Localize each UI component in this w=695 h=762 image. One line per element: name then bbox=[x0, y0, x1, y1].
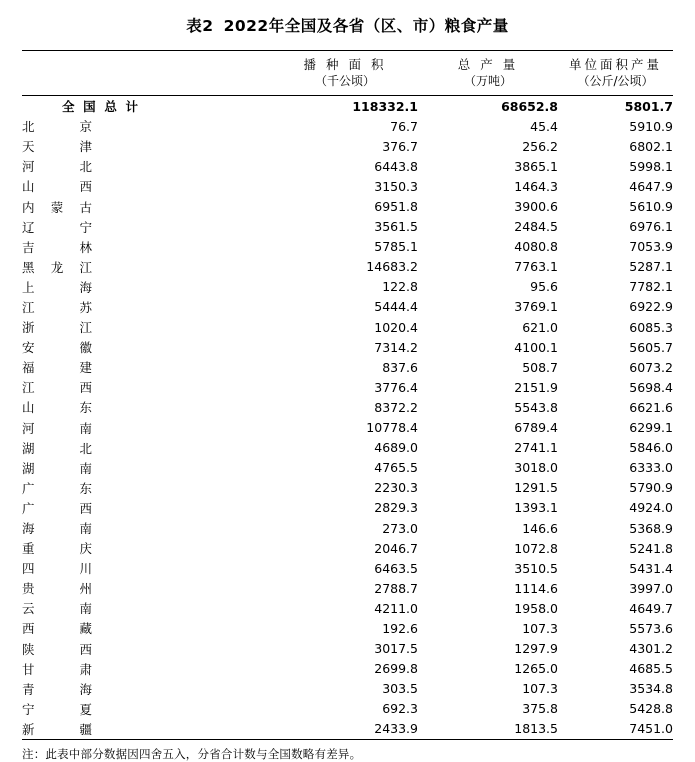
total-output-cell: 1072.8 bbox=[514, 540, 558, 556]
region-name: 重庆 bbox=[22, 541, 92, 557]
sown-area-cell: 2230.3 bbox=[374, 480, 418, 496]
header-cell-output bbox=[418, 51, 558, 96]
table-row bbox=[22, 156, 673, 176]
table-row bbox=[22, 418, 673, 438]
region-name: 江苏 bbox=[22, 299, 92, 315]
total-output-cell: 3865.1 bbox=[514, 158, 558, 174]
table-row bbox=[22, 639, 673, 659]
unit-yield-cell: 5241.8 bbox=[629, 540, 673, 556]
total-output-cell: 68652.8 bbox=[501, 98, 558, 114]
sown-area-cell: 273.0 bbox=[382, 520, 418, 536]
unit-yield-cell: 5431.4 bbox=[629, 560, 673, 576]
header-yield-line1: 单位面积产量 bbox=[568, 57, 662, 72]
total-output-cell: 1265.0 bbox=[514, 661, 558, 677]
region-name-cell bbox=[22, 639, 272, 659]
sown-area-cell: 2046.7 bbox=[374, 540, 418, 556]
sown-area-cell: 692.3 bbox=[382, 701, 418, 717]
region-name: 福建 bbox=[22, 360, 92, 376]
table-row bbox=[22, 397, 673, 417]
unit-yield-cell: 5287.1 bbox=[629, 259, 673, 275]
unit-yield-cell: 6976.1 bbox=[629, 219, 673, 235]
table-row bbox=[22, 578, 673, 598]
total-output-cell: 6789.4 bbox=[514, 420, 558, 436]
table-row bbox=[22, 257, 673, 277]
total-output-cell: 107.3 bbox=[522, 681, 558, 697]
sown-area-cell: 303.5 bbox=[382, 681, 418, 697]
unit-yield-cell: 5610.9 bbox=[629, 199, 673, 215]
sown-area-cell: 8372.2 bbox=[374, 399, 418, 415]
table-row bbox=[22, 598, 673, 618]
total-output-cell: 1297.9 bbox=[514, 641, 558, 657]
region-name: 吉林 bbox=[22, 239, 92, 255]
region-name: 内蒙古 bbox=[22, 199, 92, 215]
region-name-cell bbox=[22, 357, 272, 377]
sown-area-cell: 10778.4 bbox=[366, 420, 418, 436]
table-row bbox=[22, 498, 673, 518]
region-name-cell bbox=[22, 699, 272, 719]
table-row bbox=[22, 116, 673, 136]
table-row-total bbox=[22, 96, 673, 116]
header-cell-area bbox=[272, 51, 418, 96]
table-row bbox=[22, 277, 673, 297]
unit-yield-cell: 4924.0 bbox=[629, 500, 673, 516]
region-name: 湖南 bbox=[22, 460, 92, 476]
region-name: 黑龙江 bbox=[22, 259, 92, 275]
table-row bbox=[22, 217, 673, 237]
region-name: 甘肃 bbox=[22, 661, 92, 677]
total-output-cell: 508.7 bbox=[522, 359, 558, 375]
total-output-cell: 2151.9 bbox=[514, 379, 558, 395]
total-output-cell: 621.0 bbox=[522, 319, 558, 335]
sown-area-cell: 118332.1 bbox=[352, 98, 418, 114]
total-output-cell: 1291.5 bbox=[514, 480, 558, 496]
unit-yield-cell: 5998.1 bbox=[629, 158, 673, 174]
region-name-cell bbox=[22, 719, 272, 740]
region-name-cell bbox=[22, 679, 272, 699]
region-name-cell bbox=[22, 438, 272, 458]
sown-area-cell: 2699.8 bbox=[374, 661, 418, 677]
table-row bbox=[22, 357, 673, 377]
region-name-cell bbox=[22, 156, 272, 176]
table-row bbox=[22, 679, 673, 699]
unit-yield-cell: 4649.7 bbox=[629, 600, 673, 616]
sown-area-cell: 6951.8 bbox=[374, 199, 418, 215]
table-row bbox=[22, 659, 673, 679]
region-name: 全国总计 bbox=[62, 99, 138, 115]
table-row bbox=[22, 176, 673, 196]
sown-area-cell: 76.7 bbox=[390, 118, 418, 134]
total-output-cell: 3769.1 bbox=[514, 299, 558, 315]
table-row bbox=[22, 136, 673, 156]
total-output-cell: 4100.1 bbox=[514, 339, 558, 355]
total-output-cell: 375.8 bbox=[522, 701, 558, 717]
unit-yield-cell: 6922.9 bbox=[629, 299, 673, 315]
region-name-cell bbox=[22, 478, 272, 498]
region-name: 浙江 bbox=[22, 320, 92, 336]
table-row bbox=[22, 458, 673, 478]
region-name: 北京 bbox=[22, 119, 92, 135]
unit-yield-cell: 5790.9 bbox=[629, 480, 673, 496]
region-name: 河南 bbox=[22, 420, 92, 436]
region-name-cell bbox=[22, 618, 272, 638]
table-body bbox=[22, 51, 673, 97]
header-area-line2: （千公顷） bbox=[314, 74, 375, 88]
unit-yield-cell: 3534.8 bbox=[629, 681, 673, 697]
sown-area-cell: 2829.3 bbox=[374, 500, 418, 516]
table-row bbox=[22, 518, 673, 538]
region-name: 云南 bbox=[22, 601, 92, 617]
sown-area-cell: 376.7 bbox=[382, 138, 418, 154]
region-name-cell bbox=[22, 518, 272, 538]
region-name-cell bbox=[22, 337, 272, 357]
unit-yield-cell: 5573.6 bbox=[629, 620, 673, 636]
header-area-line1: 播 种 面 积 bbox=[303, 57, 387, 72]
header-output-line1: 总 产 量 bbox=[457, 57, 519, 72]
unit-yield-cell: 5698.4 bbox=[629, 379, 673, 395]
table-row bbox=[22, 538, 673, 558]
unit-yield-cell: 6802.1 bbox=[629, 138, 673, 154]
region-name-cell bbox=[22, 96, 272, 116]
table-note: 注：此表中部分数据因四舍五入，分省合计数与全国数略有差异。 bbox=[22, 747, 362, 761]
unit-yield-cell: 5846.0 bbox=[629, 440, 673, 456]
table-row bbox=[22, 297, 673, 317]
sown-area-cell: 5785.1 bbox=[374, 239, 418, 255]
unit-yield-cell: 4647.9 bbox=[629, 178, 673, 194]
region-name: 河北 bbox=[22, 159, 92, 175]
total-output-cell: 1114.6 bbox=[514, 580, 558, 596]
total-output-cell: 2484.5 bbox=[514, 219, 558, 235]
region-name: 青海 bbox=[22, 681, 92, 697]
total-output-cell: 256.2 bbox=[522, 138, 558, 154]
unit-yield-cell: 5428.8 bbox=[629, 701, 673, 717]
unit-yield-cell: 6073.2 bbox=[629, 359, 673, 375]
sown-area-cell: 3150.3 bbox=[374, 178, 418, 194]
sown-area-cell: 6443.8 bbox=[374, 158, 418, 174]
region-name: 西藏 bbox=[22, 621, 92, 637]
region-name: 安徽 bbox=[22, 340, 92, 356]
region-name-cell bbox=[22, 176, 272, 196]
unit-yield-cell: 5801.7 bbox=[624, 98, 673, 114]
total-output-cell: 1813.5 bbox=[514, 721, 558, 737]
region-name: 新疆 bbox=[22, 721, 92, 737]
unit-yield-cell: 7782.1 bbox=[629, 279, 673, 295]
region-name: 江西 bbox=[22, 380, 92, 396]
table-row bbox=[22, 317, 673, 337]
region-name: 广西 bbox=[22, 500, 92, 516]
region-name-cell bbox=[22, 558, 272, 578]
total-output-cell: 3510.5 bbox=[514, 560, 558, 576]
region-name-cell bbox=[22, 578, 272, 598]
region-name-cell bbox=[22, 598, 272, 618]
unit-yield-cell: 7053.9 bbox=[629, 239, 673, 255]
region-name: 海南 bbox=[22, 521, 92, 537]
region-name-cell bbox=[22, 418, 272, 438]
region-name-cell bbox=[22, 397, 272, 417]
sown-area-cell: 3017.5 bbox=[374, 641, 418, 657]
total-output-cell: 1393.1 bbox=[514, 500, 558, 516]
total-output-cell: 5543.8 bbox=[514, 399, 558, 415]
region-name-cell bbox=[22, 659, 272, 679]
table-row bbox=[22, 438, 673, 458]
total-output-cell: 4080.8 bbox=[514, 239, 558, 255]
unit-yield-cell: 6333.0 bbox=[629, 460, 673, 476]
region-name-cell bbox=[22, 317, 272, 337]
table-title: 2022年全国及各省（区、市）粮食产量 bbox=[223, 17, 509, 35]
table-row bbox=[22, 196, 673, 216]
total-output-cell: 3900.6 bbox=[514, 199, 558, 215]
region-name-cell bbox=[22, 237, 272, 257]
header-cell-yield bbox=[558, 51, 673, 96]
table-row bbox=[22, 719, 673, 740]
sown-area-cell: 7314.2 bbox=[374, 339, 418, 355]
region-name: 辽宁 bbox=[22, 219, 92, 235]
region-name: 四川 bbox=[22, 561, 92, 577]
total-output-cell: 1464.3 bbox=[514, 178, 558, 194]
total-output-cell: 95.6 bbox=[530, 279, 558, 295]
region-name: 山东 bbox=[22, 400, 92, 416]
unit-yield-cell: 5910.9 bbox=[629, 118, 673, 134]
sown-area-cell: 1020.4 bbox=[374, 319, 418, 335]
sown-area-cell: 6463.5 bbox=[374, 560, 418, 576]
table-row bbox=[22, 337, 673, 357]
unit-yield-cell: 6085.3 bbox=[629, 319, 673, 335]
region-name-cell bbox=[22, 498, 272, 518]
region-name: 湖北 bbox=[22, 440, 92, 456]
region-name: 山西 bbox=[22, 179, 92, 195]
region-name: 广东 bbox=[22, 480, 92, 496]
table-row bbox=[22, 699, 673, 719]
page-title bbox=[22, 0, 673, 50]
unit-yield-cell: 5368.9 bbox=[629, 520, 673, 536]
table-row bbox=[22, 377, 673, 397]
region-name: 天津 bbox=[22, 139, 92, 155]
region-name-cell bbox=[22, 116, 272, 136]
unit-yield-cell: 6299.1 bbox=[629, 420, 673, 436]
header-yield-line2: （公斤/公顷） bbox=[577, 74, 654, 88]
sown-area-cell: 192.6 bbox=[382, 620, 418, 636]
sown-area-cell: 3776.4 bbox=[374, 379, 418, 395]
total-output-cell: 45.4 bbox=[530, 118, 558, 134]
sown-area-cell: 4211.0 bbox=[374, 600, 418, 616]
total-output-cell: 1958.0 bbox=[514, 600, 558, 616]
table-row bbox=[22, 558, 673, 578]
region-name-cell bbox=[22, 257, 272, 277]
unit-yield-cell: 6621.6 bbox=[629, 399, 673, 415]
sown-area-cell: 4765.5 bbox=[374, 460, 418, 476]
sown-area-cell: 4689.0 bbox=[374, 440, 418, 456]
region-name-cell bbox=[22, 538, 272, 558]
unit-yield-cell: 7451.0 bbox=[629, 721, 673, 737]
sown-area-cell: 122.8 bbox=[382, 279, 418, 295]
table-number: 表2 bbox=[186, 17, 214, 35]
region-name-cell bbox=[22, 196, 272, 216]
region-name-cell bbox=[22, 377, 272, 397]
table-header-row bbox=[22, 51, 673, 96]
sown-area-cell: 2433.9 bbox=[374, 721, 418, 737]
grain-output-table bbox=[22, 50, 673, 740]
total-output-cell: 107.3 bbox=[522, 620, 558, 636]
region-name: 宁夏 bbox=[22, 701, 92, 717]
unit-yield-cell: 3997.0 bbox=[629, 580, 673, 596]
sown-area-cell: 3561.5 bbox=[374, 219, 418, 235]
table-row bbox=[22, 478, 673, 498]
table-row bbox=[22, 237, 673, 257]
total-output-cell: 2741.1 bbox=[514, 440, 558, 456]
unit-yield-cell: 4301.2 bbox=[629, 641, 673, 657]
sown-area-cell: 2788.7 bbox=[374, 580, 418, 596]
region-name-cell bbox=[22, 136, 272, 156]
sown-area-cell: 14683.2 bbox=[366, 259, 418, 275]
region-name: 上海 bbox=[22, 279, 92, 295]
region-name-cell bbox=[22, 217, 272, 237]
header-cell-blank bbox=[22, 51, 272, 96]
total-output-cell: 3018.0 bbox=[514, 460, 558, 476]
region-name-cell bbox=[22, 458, 272, 478]
table-data-rows bbox=[22, 96, 673, 740]
region-name: 陕西 bbox=[22, 641, 92, 657]
sown-area-cell: 837.6 bbox=[382, 359, 418, 375]
total-output-cell: 146.6 bbox=[522, 520, 558, 536]
table-row bbox=[22, 618, 673, 638]
total-output-cell: 7763.1 bbox=[514, 259, 558, 275]
header-output-line2: （万吨） bbox=[463, 74, 512, 88]
region-name-cell bbox=[22, 297, 272, 317]
unit-yield-cell: 5605.7 bbox=[629, 339, 673, 355]
sown-area-cell: 5444.4 bbox=[374, 299, 418, 315]
region-name-cell bbox=[22, 277, 272, 297]
unit-yield-cell: 4685.5 bbox=[629, 661, 673, 677]
region-name: 贵州 bbox=[22, 581, 92, 597]
